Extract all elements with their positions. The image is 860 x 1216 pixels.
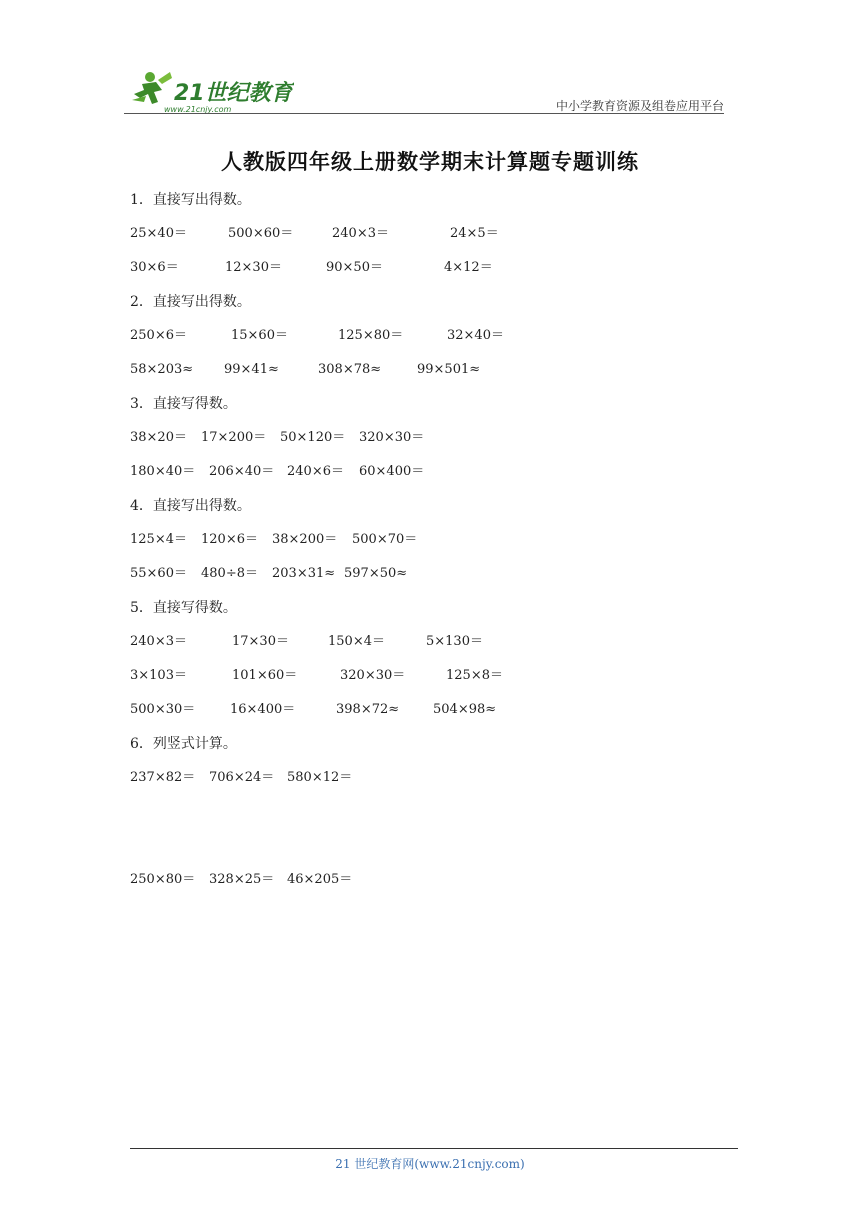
problem: 17×30＝ [232,634,289,649]
footer-divider [130,1148,738,1149]
problem-row [130,764,730,798]
question-1 [130,186,730,288]
problem-row [130,628,730,662]
problem: 15×60＝ [231,328,288,343]
question-4 [130,492,730,594]
question-label: 1．直接写出得数。 [130,192,251,208]
problem: 30×6＝ [130,260,179,275]
problem: 58×203≈ [130,362,194,377]
question-label: 2．直接写出得数。 [130,294,251,310]
problem: 597×50≈ [344,566,408,581]
problem: 500×60＝ [228,226,294,241]
logo-url-text: www.21cnjy.com [164,105,232,114]
document-title: 人教版四年级上册数学期末计算题专题训练 [221,149,639,174]
problem: 4×12＝ [444,260,493,275]
problem: 90×50＝ [326,260,383,275]
problem: 500×30＝ [130,702,196,717]
question-label: 5．直接写得数。 [130,600,237,616]
problem: 320×30＝ [340,668,406,683]
logo-text: 21世纪教育 [174,81,293,106]
question-2 [130,288,730,390]
problem: 203×31≈ [272,566,336,581]
working-space [130,798,730,866]
problem: 101×60＝ [232,668,298,683]
problem: 706×24＝ [209,770,275,785]
footer-link[interactable]: 21 世纪教育网(www.21cnjy.com) [335,1157,525,1171]
problem: 24×5＝ [450,226,499,241]
problem: 500×70＝ [352,532,418,547]
problem-row [130,696,730,730]
problem: 50×120＝ [280,430,346,445]
problem-row [130,220,730,254]
problem-row [130,458,730,492]
problem: 240×6＝ [287,464,344,479]
problem: 25×40＝ [130,226,187,241]
problem-row [130,526,730,560]
problem: 320×30＝ [359,430,425,445]
problem-row [130,662,730,696]
problem: 120×6＝ [201,532,258,547]
problem: 17×200＝ [201,430,267,445]
problem: 32×40＝ [447,328,504,343]
problem-row [130,356,730,390]
problem-row [130,424,730,458]
problem: 12×30＝ [225,260,282,275]
problem: 250×6＝ [130,328,187,343]
problem: 240×3＝ [130,634,187,649]
problem-row [130,560,730,594]
problem: 38×200＝ [272,532,338,547]
problem: 398×72≈ [336,702,400,717]
problem: 5×130＝ [426,634,483,649]
problem: 3×103＝ [130,668,187,683]
problem: 328×25＝ [209,872,275,887]
question-3 [130,390,730,492]
problem: 580×12＝ [287,770,353,785]
problem: 150×4＝ [328,634,385,649]
problem: 99×501≈ [417,362,481,377]
questions-section [130,186,730,900]
problem: 46×205＝ [287,872,353,887]
problem: 480÷8＝ [201,566,258,581]
header-divider [124,113,724,114]
header-tagline: 中小学教育资源及组卷应用平台 [555,99,724,113]
question-label: 6．列竖式计算。 [130,736,237,752]
question-5 [130,594,730,730]
runner-logo-icon [124,66,294,116]
problem: 125×80＝ [338,328,404,343]
problem-row [130,254,730,288]
problem: 180×40＝ [130,464,196,479]
question-label: 4．直接写出得数。 [130,498,251,514]
problem: 125×8＝ [446,668,503,683]
problem: 504×98≈ [433,702,497,717]
problem: 237×82＝ [130,770,196,785]
problem: 99×41≈ [224,362,279,377]
problem-row [130,322,730,356]
problem: 60×400＝ [359,464,425,479]
problem: 55×60＝ [130,566,187,581]
problem: 308×78≈ [318,362,382,377]
question-label: 3．直接写得数。 [130,396,237,412]
site-logo [124,66,294,116]
problem: 16×400＝ [230,702,296,717]
problem: 206×40＝ [209,464,275,479]
question-6 [130,730,730,900]
problem: 125×4＝ [130,532,187,547]
problem: 38×20＝ [130,430,187,445]
problem-row [130,866,730,900]
problem: 240×3＝ [332,226,389,241]
problem: 250×80＝ [130,872,196,887]
